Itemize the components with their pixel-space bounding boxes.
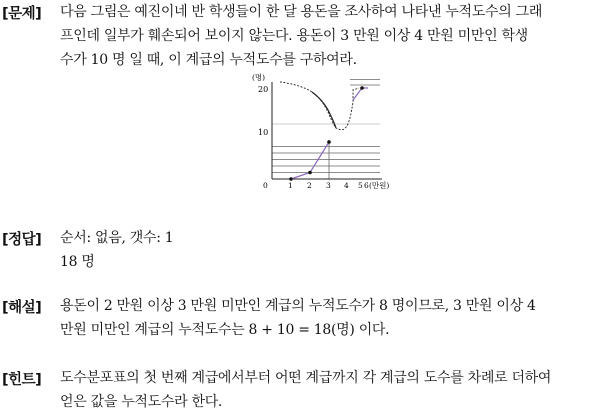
data-point [327,140,331,144]
answer-text [60,226,592,274]
x-axis-unit: (만원) [369,181,390,190]
y-tick-label: 10 [258,128,269,137]
x-tick-label: 4 [344,181,349,190]
answer-tag: [정답] [2,232,42,248]
y-tick-label: 20 [258,85,269,94]
y-axis-unit: (명) [252,73,266,82]
hint-text [60,366,592,414]
problem-text [60,0,592,72]
x-tick-label: 3 [326,181,331,190]
x-tick-label: 5 [358,181,363,190]
x-tick-label: 2 [307,181,312,190]
cumulative-frequency-figure [250,72,390,194]
hint-line: 도수분포표의 첫 번째 계급에서부터 어떤 계급까지 각 계급의 도수를 차례로 더하여 [60,370,552,386]
cumulative-line-upper [353,88,368,100]
data-point [289,177,293,181]
problem-line: 수가 10 명 일 때, 이 계급의 누적도수를 구하여라. [60,52,357,68]
answer-line: 18 명 [60,254,95,270]
answer-line: 순서: 없음, 갯수: 1 [60,230,174,246]
data-point [360,86,364,90]
solution-tag: [해설] [2,300,42,316]
solution-text [60,294,592,342]
hint-line: 얻은 값을 누적도수라 한다. [60,394,223,410]
x-tick-label: 0 [263,181,268,190]
solution-line: 만원 미만인 계급의 누적도수는 8 + 10 = 18(명) 이다. [60,322,390,338]
problem-line: 다음 그림은 예진이네 반 학생들이 한 달 용돈을 조사하여 나타낸 누적도수의 그래 [60,4,543,20]
grid-lines [272,147,380,173]
x-tick-label: 1 [288,181,293,190]
problem-line: 프인데 일부가 훼손되어 보이지 않는다. 용돈이 3 만원 이상 4 만원 미만인 학생 [60,28,528,44]
hint-tag: [힌트] [2,372,42,388]
x-tick-label: 6 [364,181,369,190]
problem-tag: [문제] [2,6,42,22]
data-point [308,171,312,175]
solution-line: 용돈이 2 만원 이상 3 만원 미만인 계급의 누적도수가 8 명이므로, 3 만원 이상 4 [60,298,536,314]
damaged-region-edge [280,82,359,130]
